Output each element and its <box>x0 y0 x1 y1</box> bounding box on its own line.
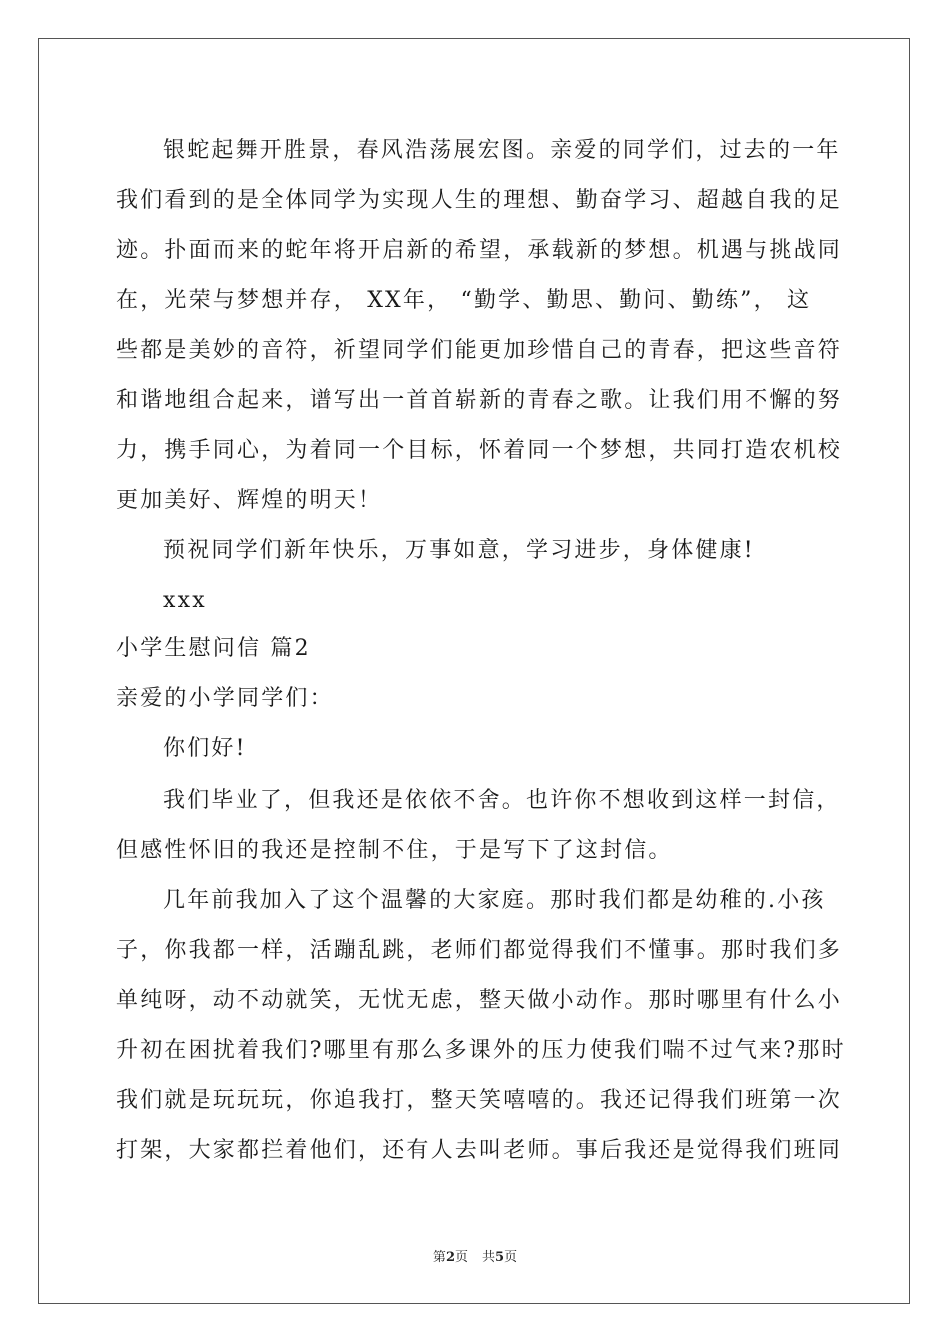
paragraph-line: 力，携手同心，为着同一个目标，怀着同一个梦想，共同打造农机校 <box>116 438 843 463</box>
greeting-line: 你们好! <box>163 736 247 761</box>
section-heading: 小学生慰问信 篇2 <box>116 636 311 661</box>
paragraph-line: 和谐地组合起来，谱写出一首首崭新的青春之歌。让我们用不懈的努 <box>116 388 843 413</box>
paragraph-line: 几年前我加入了这个温馨的大家庭。那时我们都是幼稚的.小孩 <box>163 888 826 913</box>
salutation-line: 亲爱的小学同学们： <box>116 686 334 711</box>
signature-line: xxx <box>163 588 207 613</box>
current-page-number: 2 <box>445 1250 455 1265</box>
paragraph-line: 我们就是玩玩玩，你追我打，整天笑嘻嘻的。我还记得我们班第一次 <box>116 1088 843 1113</box>
paragraph-line: 迹。扑面而来的蛇年将开启新的希望，承载新的梦想。机遇与挑战同 <box>116 238 843 263</box>
page-label: 页 <box>454 1250 468 1265</box>
page-footer <box>0 1250 950 1266</box>
paragraph-line: 银蛇起舞开胜景，春风浩荡展宏图。亲爱的同学们，过去的一年 <box>163 138 841 163</box>
total-page-number: 5 <box>495 1250 505 1265</box>
paragraph-line: 升初在困扰着我们?哪里有那么多课外的压力使我们喘不过气来?那时 <box>116 1038 846 1063</box>
paragraph-line: 更加美好、辉煌的明天！ <box>116 488 383 513</box>
paragraph-line: 我们毕业了，但我还是依依不舍。也许你不想收到这样一封信， <box>163 788 841 813</box>
paragraph-line: 打架，大家都拦着他们，还有人去叫老师。事后我还是觉得我们班同 <box>116 1138 843 1163</box>
paragraph-line: 些都是美妙的音符，祈望同学们能更加珍惜自己的青春，把这些音符 <box>116 338 843 363</box>
paragraph-line: 但感性怀旧的我还是控制不住，于是写下了这封信。 <box>116 838 673 863</box>
paragraph-line: 子，你我都一样，活蹦乱跳，老师们都觉得我们不懂事。那时我们多 <box>116 938 843 963</box>
total-suffix: 页 <box>504 1250 518 1265</box>
page-prefix: 第 <box>432 1250 446 1265</box>
greeting-wish-line: 预祝同学们新年快乐，万事如意，学习进步，身体健康! <box>163 538 755 563</box>
total-prefix: 共 <box>482 1250 496 1265</box>
paragraph-line: 单纯呀，动不动就笑，无忧无虑，整天做小动作。那时哪里有什么小 <box>116 988 843 1013</box>
paragraph-line: 我们看到的是全体同学为实现人生的理想、勤奋学习、超越自我的足 <box>116 188 843 213</box>
paragraph-line: 在，光荣与梦想并存， XX年， “勤学、勤思、勤问、勤练”， 这 <box>116 288 812 313</box>
